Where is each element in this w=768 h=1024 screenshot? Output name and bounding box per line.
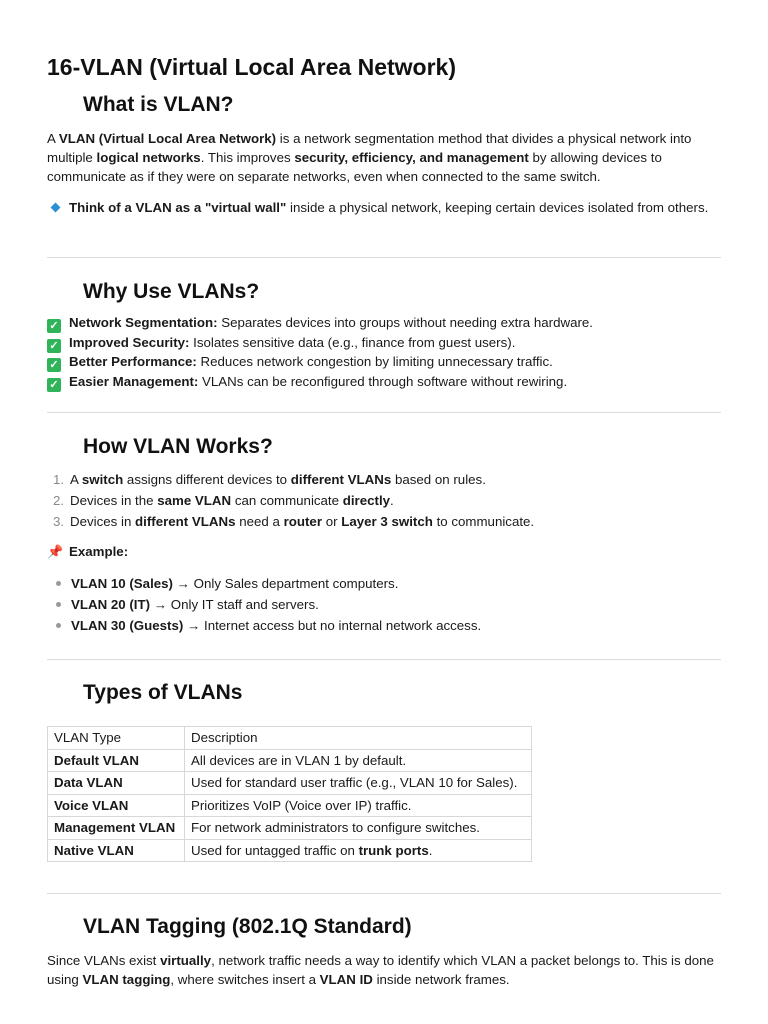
list-item <box>47 333 593 353</box>
section-divider <box>47 257 721 258</box>
tip-paragraph <box>47 198 721 217</box>
list-item <box>47 372 593 392</box>
table-header-row <box>48 727 532 750</box>
check-icon: ✓ <box>47 319 61 333</box>
vlan-type-cell: Native VLAN <box>48 839 185 862</box>
section-divider <box>47 659 721 660</box>
check-icon: ✓ <box>47 339 61 353</box>
tip-text: Think of a VLAN as a "virtual wall" inside a physical network, keeping certain devices isolated from others. <box>69 200 709 215</box>
step-number: 2. <box>52 493 65 508</box>
section-divider <box>47 893 721 894</box>
check-icon: ✓ <box>47 358 61 372</box>
benefit-text: Better Performance: Reduces network congestion by limiting unnecessary traffic. <box>69 354 553 369</box>
list-item <box>47 490 534 511</box>
example-text: VLAN 10 (Sales) → Only Sales department computers. <box>71 576 399 591</box>
step-number: 3. <box>52 514 65 529</box>
step-text: Devices in different VLANs need a router or Layer 3 switch to communicate. <box>70 514 535 529</box>
example-text: VLAN 20 (IT) → Only IT staff and servers. <box>71 597 319 612</box>
description-cell: All devices are in VLAN 1 by default. <box>185 749 532 772</box>
vlan-type-cell: Default VLAN <box>48 749 185 772</box>
vlan-type-cell: Voice VLAN <box>48 794 185 817</box>
description-cell: Prioritizes VoIP (Voice over IP) traffic. <box>185 794 532 817</box>
section-heading-why: Why Use VLANs? <box>83 280 260 303</box>
list-item <box>47 594 481 615</box>
what-paragraph: A VLAN (Virtual Local Area Network) is a network segmentation method that divides a physical network into multiple logical networks. This improves security, efficiency, and management by allowing devices to communicate as if they were on separate networks, even when connected to the same switch. <box>47 131 692 184</box>
vlan-type-cell: Management VLAN <box>48 817 185 840</box>
benefits-list <box>47 313 593 391</box>
column-header: VLAN Type <box>48 727 185 750</box>
vlan-type-cell: Data VLAN <box>48 772 185 795</box>
table-row <box>48 839 532 862</box>
page-title: 16-VLAN (Virtual Local Area Network) <box>47 54 456 80</box>
section-divider <box>47 412 721 413</box>
column-header: Description <box>185 727 532 750</box>
benefit-text: Improved Security: Isolates sensitive data (e.g., finance from guest users). <box>69 334 516 350</box>
example-label: 📌 Example: <box>47 544 129 559</box>
blue-diamond-icon <box>51 203 61 213</box>
list-item <box>47 352 593 372</box>
list-item <box>47 313 593 333</box>
step-number: 1. <box>52 472 65 487</box>
step-text: Devices in the same VLAN can communicate directly. <box>70 493 394 508</box>
bullet-icon <box>56 581 61 586</box>
benefit-text: Easier Management: VLANs can be reconfigured through software without rewiring. <box>69 373 568 389</box>
list-item <box>47 469 534 490</box>
section-heading-how: How VLAN Works? <box>83 435 273 458</box>
table-row <box>48 794 532 817</box>
list-item <box>47 615 481 636</box>
section-heading-types: Types of VLANs <box>83 681 243 704</box>
benefit-text: Network Segmentation: Separates devices into groups without needing extra hardware. <box>69 315 593 330</box>
description-cell: Used for standard user traffic (e.g., VLAN 10 for Sales). <box>185 772 532 795</box>
section-heading-tagging: VLAN Tagging (802.1Q Standard) <box>83 915 412 938</box>
table-row <box>48 749 532 772</box>
table-row <box>48 772 532 795</box>
step-text: A switch assigns different devices to different VLANs based on rules. <box>70 472 486 487</box>
steps-list <box>47 469 534 532</box>
table-row <box>48 817 532 840</box>
list-item <box>47 573 481 594</box>
example-text: VLAN 30 (Guests) → Internet access but no internal network access. <box>71 618 482 633</box>
vlan-types-table <box>47 726 532 862</box>
bullet-icon <box>56 623 61 628</box>
bullet-icon <box>56 602 61 607</box>
description-cell: For network administrators to configure switches. <box>185 817 532 840</box>
pushpin-icon: 📌 <box>47 544 64 559</box>
tagging-paragraph: Since VLANs exist virtually, network traffic needs a way to identify which VLAN a packet belongs to. This is done using VLAN tagging, where switches insert a VLAN ID inside network frames. <box>47 953 714 987</box>
description-cell: Used for untagged traffic on trunk ports. <box>185 839 532 862</box>
check-icon: ✓ <box>47 378 61 392</box>
section-heading-what: What is VLAN? <box>83 93 234 116</box>
list-item <box>47 511 534 532</box>
examples-list <box>47 573 481 636</box>
